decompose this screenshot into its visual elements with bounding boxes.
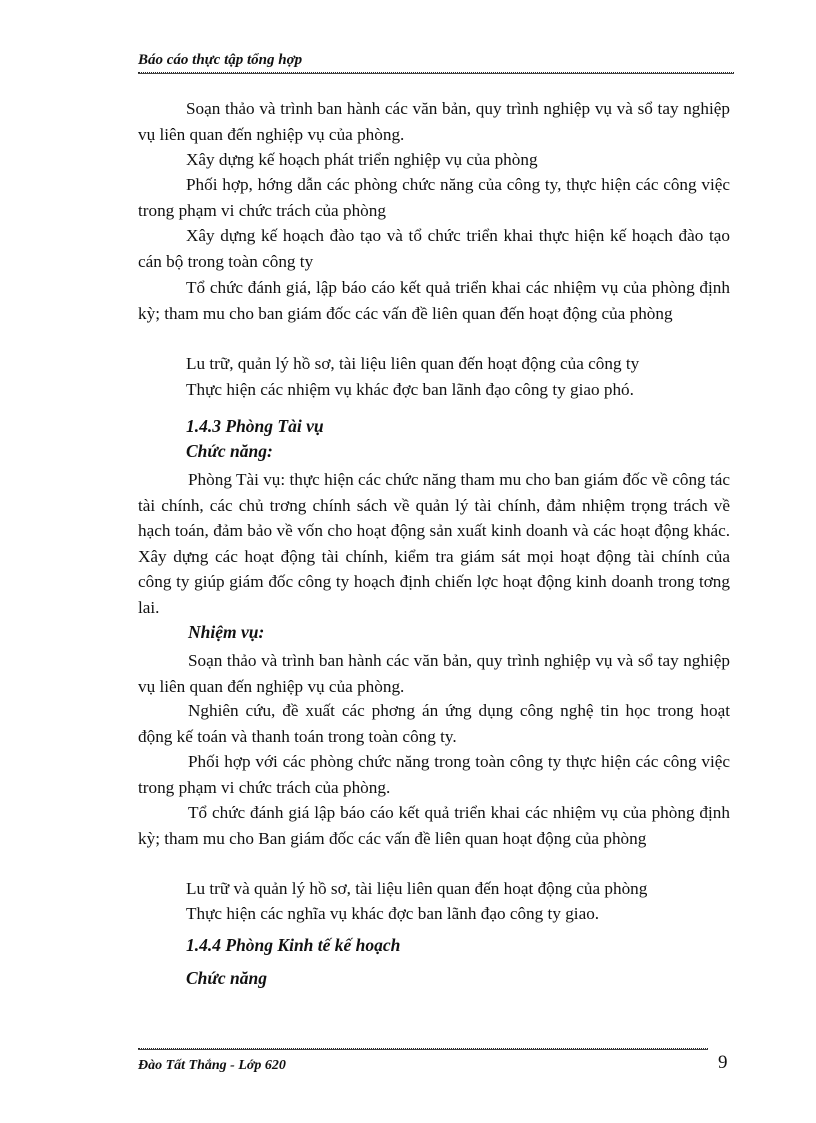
section-heading: 1.4.4 Phòng Kinh tế kế hoạch — [186, 935, 401, 955]
paragraph: Phối hợp với các phòng chức năng trong toàn công ty thực hiện các công việc trong phạm vi chức trách của phòng. — [138, 752, 730, 797]
paragraph: Nghiên cứu, đề xuất các phơng án ứng dụng công nghệ tin học trong hoạt động kế toán và thanh toán trong toàn công ty. — [138, 701, 730, 746]
paragraph: Phòng Tài vụ: thực hiện các chức năng tham mu cho ban giám đốc về công tác tài chính, các chủ trơng chính sách về quản lý tài chính, đảm nhiệm trọng trách về hạch toán, đảm bảo về vốn cho hoạt động sản xuất kinh doanh và các hoạt động khác. Xây dựng các hoạt động tài chính, kiểm tra giám sát mọi hoạt động tài chính của công ty giúp giám đốc công ty hoạch định chiến lợc hoạt động kinh doanh trong tơng lai. — [138, 470, 730, 617]
paragraph: Thực hiện các nhiệm vụ khác đợc ban lãnh đạo công ty giao phó. — [186, 380, 634, 399]
paragraph: Xây dựng kế hoạch phát triển nghiệp vụ của phòng — [186, 150, 538, 169]
subheading-duties: Nhiệm vụ: — [188, 622, 265, 642]
section-heading: 1.4.3 Phòng Tài vụ — [186, 416, 324, 436]
paragraph: Lu trữ, quản lý hồ sơ, tài liệu liên quan đến hoạt động của công ty — [186, 354, 640, 373]
paragraph: Thực hiện các nghĩa vụ khác đợc ban lãnh đạo công ty giao. — [186, 904, 600, 923]
subheading-function: Chức năng: — [186, 441, 273, 461]
running-header: Báo cáo thực tập tổng hợp — [138, 52, 303, 68]
footer-author: Đào Tất Thắng - Lớp 620 — [138, 1058, 286, 1073]
paragraph: Xây dựng kế hoạch đào tạo và tổ chức triển khai thực hiện kế hoạch đào tạo cán bộ trong toàn công ty — [138, 226, 730, 271]
paragraph: Tổ chức đánh giá lập báo cáo kết quả triển khai các nhiệm vụ của phòng định kỳ; tham mu cho Ban giám đốc các vấn đề liên quan hoạt động của phòng — [138, 803, 730, 848]
subheading-function: Chức năng — [186, 968, 267, 988]
paragraph: Tổ chức đánh giá, lập báo cáo kết quả triển khai các nhiệm vụ của phòng định kỳ; tham mu cho ban giám đốc các vấn đề liên quan đến hoạt động của phòng — [138, 278, 730, 323]
footer-rule — [138, 1048, 708, 1050]
paragraph: Phối hợp, hớng dẫn các phòng chức năng của công ty, thực hiện các công việc trong phạm vi chức trách của phòng — [138, 175, 730, 220]
paragraph: Soạn thảo và trình ban hành các văn bản, quy trình nghiệp vụ và sổ tay nghiệp vụ liên quan đến nghiệp vụ của phòng. — [138, 651, 730, 696]
paragraph: Soạn thảo và trình ban hành các văn bản, quy trình nghiệp vụ và sổ tay nghiệp vụ liên quan đến nghiệp vụ của phòng. — [138, 99, 730, 144]
header-rule — [138, 72, 734, 74]
page-number: 9 — [718, 1052, 728, 1073]
paragraph: Lu trữ và quản lý hồ sơ, tài liệu liên quan đến hoạt động của phòng — [186, 879, 648, 898]
